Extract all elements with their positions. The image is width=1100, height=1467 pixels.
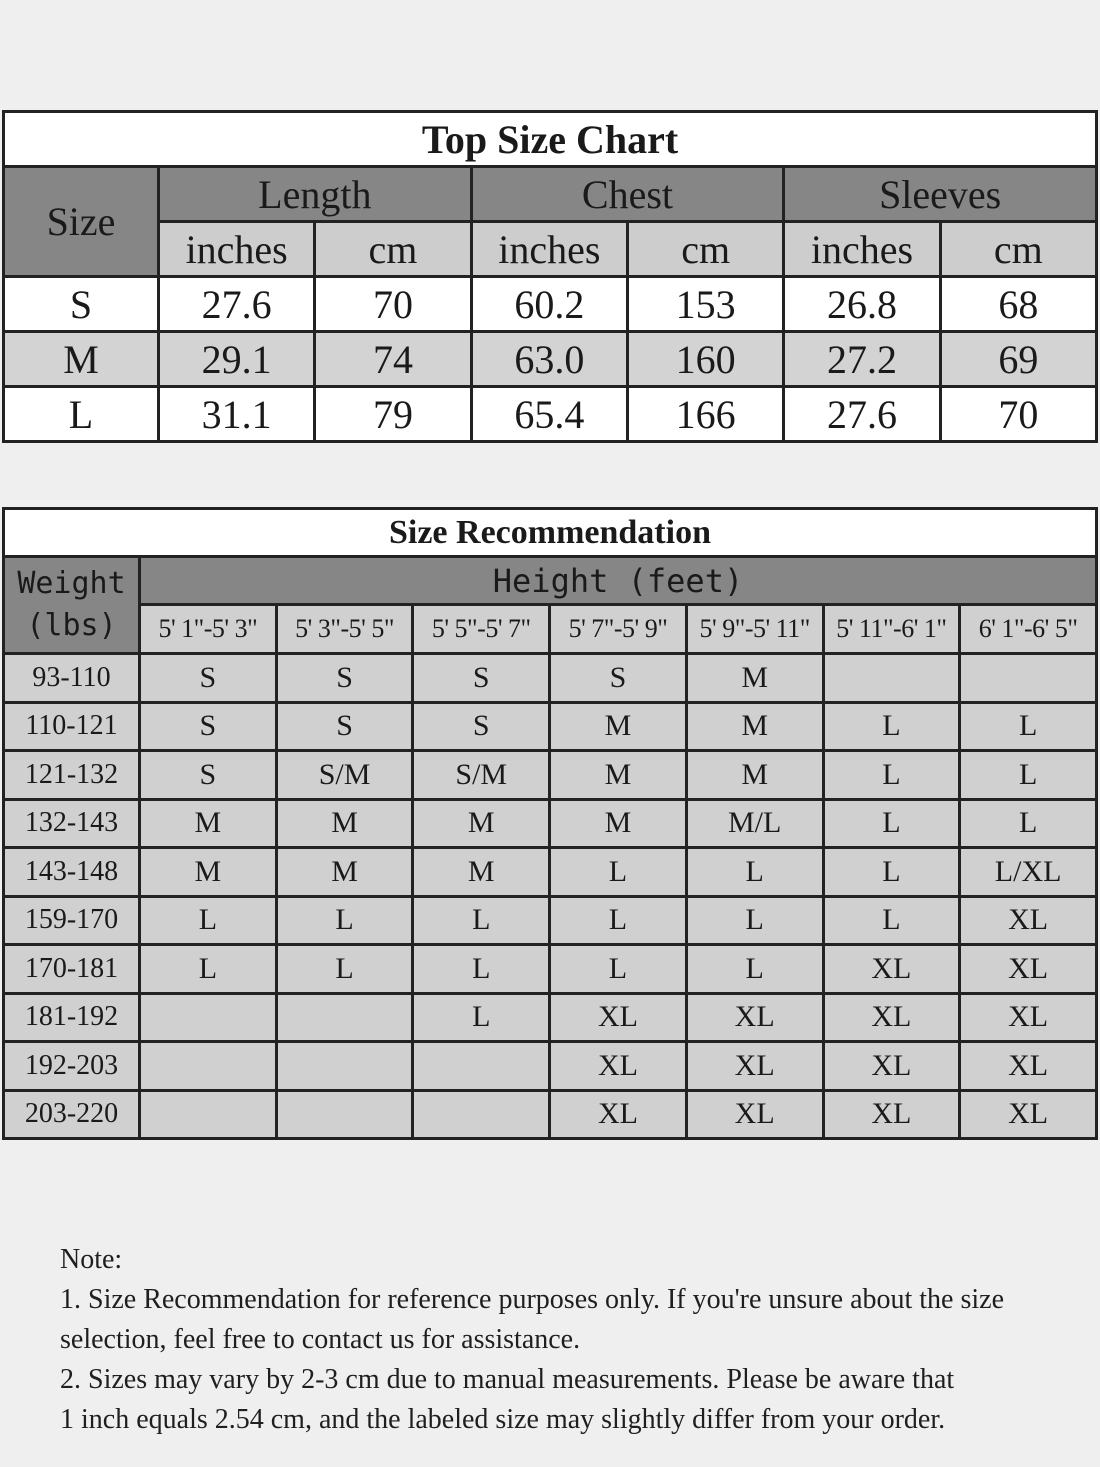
recommended-size-cell: S (413, 654, 550, 703)
recommended-size-cell: M (140, 799, 277, 848)
recommended-size-cell: S (140, 751, 277, 800)
recommended-size-cell: XL (823, 1090, 960, 1139)
weight-range-cell: 143-148 (4, 848, 140, 897)
size-row (4, 387, 1097, 442)
recommended-size-cell: L (823, 799, 960, 848)
recommended-size-cell (140, 993, 277, 1042)
recommended-size-cell: L (550, 848, 687, 897)
measurement-cell: 63.0 (471, 332, 627, 387)
top-size-chart-body (4, 277, 1097, 442)
measurement-cell: 60.2 (471, 277, 627, 332)
measurement-cell: 166 (627, 387, 783, 442)
recommended-size-cell: M (550, 702, 687, 751)
recommended-size-cell: L (140, 896, 277, 945)
measurement-cell: 29.1 (159, 332, 315, 387)
note-line: 2. Sizes may vary by 2-3 cm due to manual measurements. Please be aware that (60, 1364, 955, 1395)
recommended-size-cell: M (686, 751, 823, 800)
measurement-cell: 74 (315, 332, 471, 387)
recommended-size-cell: XL (960, 945, 1097, 994)
recommended-size-cell: L (413, 945, 550, 994)
size-label-cell: M (4, 332, 159, 387)
recommended-size-cell: L (550, 945, 687, 994)
recommended-size-cell: L/XL (960, 848, 1097, 897)
size-row (4, 332, 1097, 387)
weight-range-cell: 110-121 (4, 702, 140, 751)
recommended-size-cell: XL (823, 945, 960, 994)
recommended-size-cell: L (413, 993, 550, 1042)
height-range-header: 5' 7"-5' 9" (550, 605, 687, 654)
height-range-header-row (4, 605, 1097, 654)
height-range-header: 5' 5"-5' 7" (413, 605, 550, 654)
recommended-size-cell: XL (823, 1042, 960, 1091)
chest-group-header: Chest (471, 167, 784, 222)
size-recommendation-title: Size Recommendation (4, 509, 1097, 557)
length-group-header: Length (159, 167, 472, 222)
recommended-size-cell (413, 1042, 550, 1091)
measurement-cell: 68 (940, 277, 1096, 332)
recommended-size-cell: L (823, 848, 960, 897)
recommended-size-cell: L (960, 799, 1097, 848)
recommended-size-cell: L (140, 945, 277, 994)
recommended-size-cell (960, 654, 1097, 703)
weight-range-cell: 203-220 (4, 1090, 140, 1139)
unit-header: inches (471, 222, 627, 277)
top-size-chart-table (2, 110, 1098, 443)
weight-column-header: Weight (lbs) (4, 557, 140, 654)
size-label-cell: S (4, 277, 159, 332)
measurement-cell: 69 (940, 332, 1096, 387)
recommended-size-cell: XL (960, 1090, 1097, 1139)
recommended-size-cell: S (140, 702, 277, 751)
recommended-size-cell: S (550, 654, 687, 703)
weight-range-cell: 159-170 (4, 896, 140, 945)
recommended-size-cell: L (686, 945, 823, 994)
height-range-header: 6' 1"-6' 5" (960, 605, 1097, 654)
recommended-size-cell: M (276, 848, 413, 897)
measurement-cell: 27.6 (784, 387, 940, 442)
unit-header: cm (940, 222, 1096, 277)
recommended-size-cell (276, 1090, 413, 1139)
recommended-size-cell: M (140, 848, 277, 897)
height-range-header: 5' 9"-5' 11" (686, 605, 823, 654)
notes-section (60, 1240, 1090, 1440)
measurement-cell: 65.4 (471, 387, 627, 442)
size-column-header: Size (4, 167, 159, 277)
weight-row (4, 945, 1097, 994)
size-recommendation-table (2, 507, 1098, 1140)
recommended-size-cell: L (413, 896, 550, 945)
recommended-size-cell: M (686, 654, 823, 703)
recommended-size-cell: XL (960, 896, 1097, 945)
recommended-size-cell: XL (960, 993, 1097, 1042)
notes-heading: Note: (60, 1244, 123, 1275)
weight-range-cell: 181-192 (4, 993, 140, 1042)
recommended-size-cell: XL (823, 993, 960, 1042)
recommended-size-cell: L (823, 702, 960, 751)
recommended-size-cell: S/M (413, 751, 550, 800)
measurement-cell: 79 (315, 387, 471, 442)
recommended-size-cell (140, 1090, 277, 1139)
measurement-cell: 27.6 (159, 277, 315, 332)
sleeves-group-header: Sleeves (784, 167, 1097, 222)
recommended-size-cell: S (276, 702, 413, 751)
size-row (4, 277, 1097, 332)
recommended-size-cell: XL (550, 1042, 687, 1091)
weight-row (4, 1042, 1097, 1091)
recommended-size-cell: XL (686, 1042, 823, 1091)
measurement-cell: 27.2 (784, 332, 940, 387)
height-range-header: 5' 11"-6' 1" (823, 605, 960, 654)
recommended-size-cell: L (686, 848, 823, 897)
recommended-size-cell: M (276, 799, 413, 848)
recommended-size-cell: L (960, 702, 1097, 751)
recommended-size-cell (276, 993, 413, 1042)
weight-row (4, 993, 1097, 1042)
recommended-size-cell: M (686, 702, 823, 751)
recommended-size-cell: M (413, 848, 550, 897)
recommended-size-cell: L (823, 896, 960, 945)
recommended-size-cell: L (823, 751, 960, 800)
weight-row (4, 896, 1097, 945)
recommended-size-cell (413, 1090, 550, 1139)
recommended-size-cell: M (550, 751, 687, 800)
recommended-size-cell (823, 654, 960, 703)
recommended-size-cell: M/L (686, 799, 823, 848)
unit-header: cm (627, 222, 783, 277)
measurement-cell: 70 (315, 277, 471, 332)
measurement-cell: 26.8 (784, 277, 940, 332)
note-line: selection, feel free to contact us for assistance. (60, 1324, 581, 1355)
recommended-size-cell: XL (686, 1090, 823, 1139)
height-range-header: 5' 1"-5' 3" (140, 605, 277, 654)
weight-row (4, 654, 1097, 703)
unit-header: inches (784, 222, 940, 277)
recommended-size-cell: L (686, 896, 823, 945)
recommended-size-cell (140, 1042, 277, 1091)
weight-row (4, 848, 1097, 897)
recommended-size-cell: XL (550, 993, 687, 1042)
recommended-size-cell: S (140, 654, 277, 703)
weight-range-cell: 132-143 (4, 799, 140, 848)
measurement-cell: 153 (627, 277, 783, 332)
recommended-size-cell: L (550, 896, 687, 945)
top-size-chart-title: Top Size Chart (4, 112, 1097, 167)
recommended-size-cell: M (413, 799, 550, 848)
recommended-size-cell: XL (960, 1042, 1097, 1091)
weight-row (4, 702, 1097, 751)
recommended-size-cell: XL (686, 993, 823, 1042)
weight-range-cell: 170-181 (4, 945, 140, 994)
size-recommendation-body (4, 654, 1097, 1139)
recommended-size-cell: L (276, 896, 413, 945)
recommended-size-cell (276, 1042, 413, 1091)
size-label-cell: L (4, 387, 159, 442)
weight-range-cell: 192-203 (4, 1042, 140, 1091)
recommended-size-cell: S/M (276, 751, 413, 800)
weight-row (4, 799, 1097, 848)
recommended-size-cell: S (413, 702, 550, 751)
weight-range-cell: 93-110 (4, 654, 140, 703)
weight-row (4, 751, 1097, 800)
height-group-header: Height (feet) (140, 557, 1097, 605)
unit-header: cm (315, 222, 471, 277)
recommended-size-cell: S (276, 654, 413, 703)
unit-header: inches (159, 222, 315, 277)
recommended-size-cell: L (960, 751, 1097, 800)
measurement-cell: 160 (627, 332, 783, 387)
recommended-size-cell: M (550, 799, 687, 848)
recommended-size-cell: XL (550, 1090, 687, 1139)
measurement-cell: 31.1 (159, 387, 315, 442)
recommended-size-cell: L (276, 945, 413, 994)
weight-range-cell: 121-132 (4, 751, 140, 800)
note-line: 1. Size Recommendation for reference purposes only. If you're unsure about the size (60, 1284, 1005, 1315)
weight-row (4, 1090, 1097, 1139)
measurement-cell: 70 (940, 387, 1096, 442)
note-line: 1 inch equals 2.54 cm, and the labeled size may slightly differ from your order. (60, 1404, 946, 1435)
height-range-header: 5' 3"-5' 5" (276, 605, 413, 654)
